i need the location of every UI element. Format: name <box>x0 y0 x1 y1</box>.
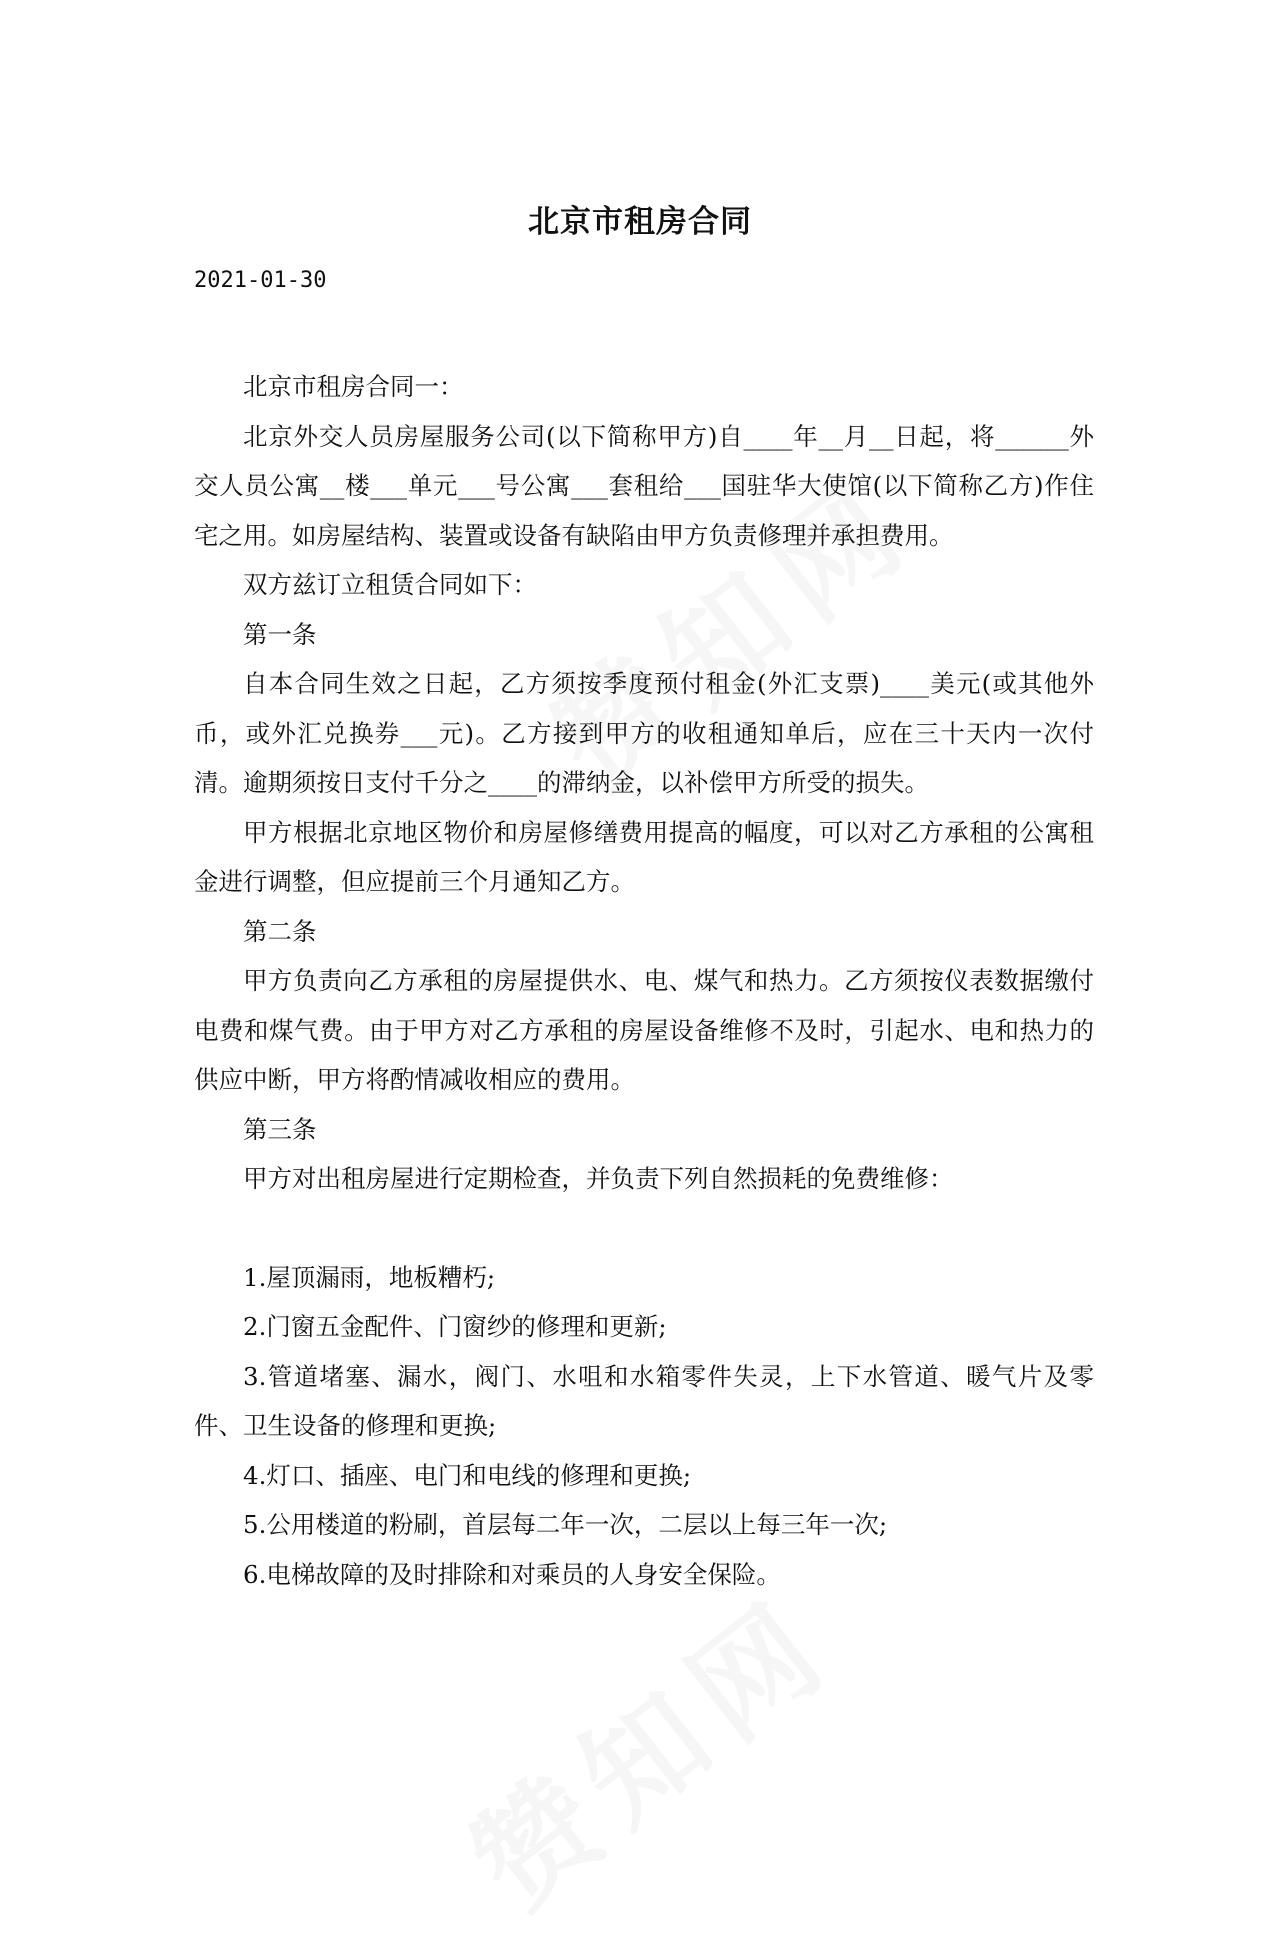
list-item: 1.屋顶漏雨，地板糟朽; <box>243 1262 496 1292</box>
paragraph: 甲方对出租房屋进行定期检查，并负责下列自然损耗的免费维修： <box>243 1164 954 1193</box>
document-date: 2021-01-30 <box>194 268 327 293</box>
article-heading: 第二条 <box>243 916 317 946</box>
document-title: 北京市租房合同 <box>528 204 752 240</box>
list-item: 2.门窗五金配件、门窗纱的修理和更新; <box>243 1312 667 1341</box>
paragraph-heading: 北京市租房合同一： <box>243 372 464 401</box>
paragraph: 甲方负责向乙方承租的房屋提供水、电、煤气和热力。乙方须按仪表数据缴付电费和煤气费。由于甲方对乙方承租的房屋设备维修不及时，引起水、电和热力的供应中断，甲方将酌情减收相应的费用。 <box>194 966 1094 1094</box>
paragraph: 双方兹订立租赁合同如下： <box>243 570 537 599</box>
paragraph: 甲方根据北京地区物价和房屋修缮费用提高的幅度，可以对乙方承租的公寓租金进行调整，但应提前三个月通知乙方。 <box>194 817 1094 896</box>
list-item: 5.公用楼道的粉刷，首层每二年一次，二层以上每三年一次; <box>243 1510 888 1539</box>
article-heading: 第一条 <box>243 619 317 649</box>
list-item: 6.电梯故障的及时排除和对乘员的人身安全保险。 <box>243 1559 781 1589</box>
article-heading: 第三条 <box>243 1114 317 1144</box>
paragraph: 北京外交人员房屋服务公司(以下简称甲方)自____年__月__日起，将______外交人员公寓__楼___单元___号公寓___套租给___国驻华大使馆(以下简称乙方)作住宅之用。如房屋结构、装置或设备有缺陷由甲方负责修理并承担费用。 <box>194 421 1094 550</box>
list-item: 3.管道堵塞、漏水，阀门、水咀和水箱零件失灵，上下水管道、暖气片及零件、卫生设备的修理和更换; <box>194 1361 1094 1440</box>
paragraph: 自本合同生效之日起，乙方须按季度预付租金(外汇支票)____美元(或其他外币，或外汇兑换券___元)。乙方接到甲方的收租通知单后，应在三十天内一次付清。逾期须按日支付千分之____的滞纳金，以补偿甲方所受的损失。 <box>194 669 1094 797</box>
list-item: 4.灯口、插座、电门和电线的修理和更换; <box>243 1460 692 1490</box>
watermark <box>431 1551 863 1941</box>
document-body <box>194 362 1094 1599</box>
